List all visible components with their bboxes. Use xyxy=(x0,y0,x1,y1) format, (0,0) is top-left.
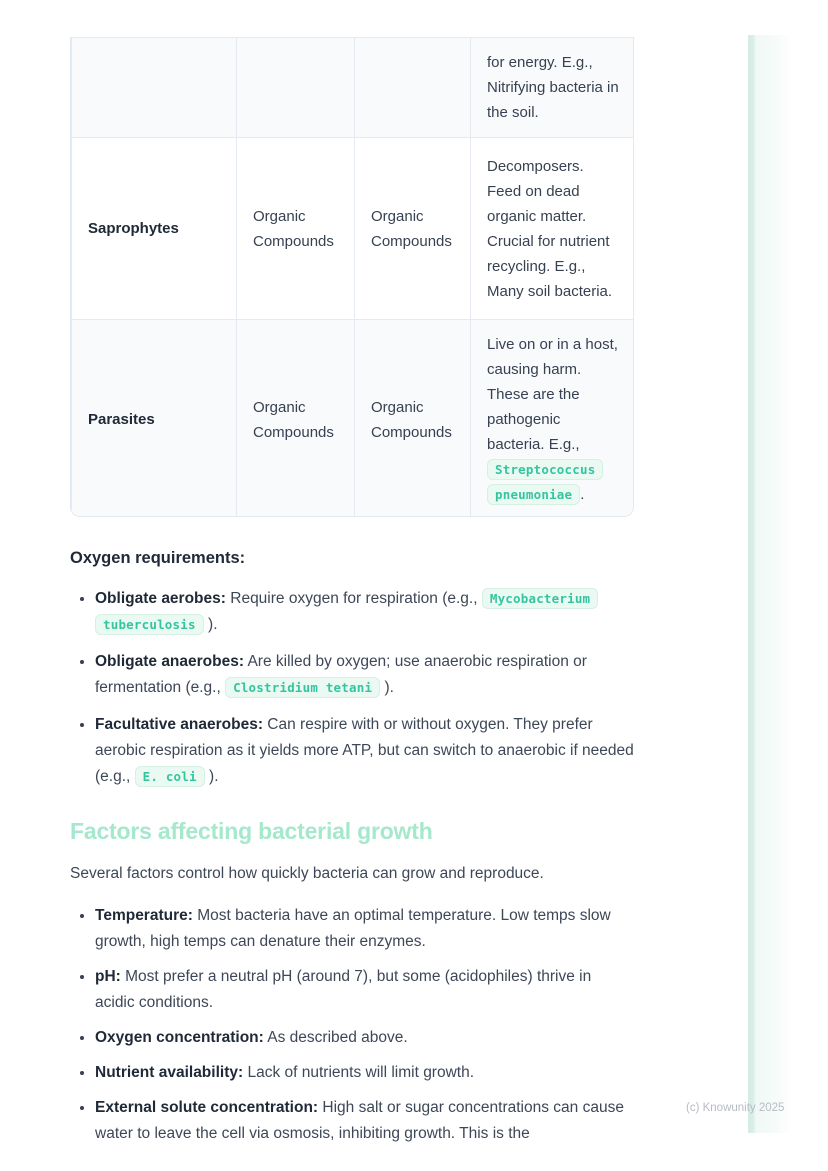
list-item-obligate-aerobes: • Obligate aerobes: Require oxygen for respiration (e.g., Mycobacterium tuberculosis ). xyxy=(95,586,634,638)
description-cell: for energy. E.g., Nitrifying bacteria in the soil. xyxy=(471,38,635,138)
table-row-partial xyxy=(72,38,635,138)
species-code-chip: E. coli xyxy=(135,766,205,787)
list-item-obligate-anaerobes: • Obligate anaerobes: Are killed by oxygen; use anaerobic respiration or fermentation (e.g., Clostridium tetani ). xyxy=(95,649,634,701)
list-item-external-solute: • External solute concentration: High salt or sugar concentrations can cause water to leave the cell via osmosis, inhibiting growth. This is the xyxy=(95,1095,634,1147)
bacteria-nutrition-table xyxy=(70,37,634,517)
energy-source-cell: Organic Compounds xyxy=(237,138,355,320)
row-label-cell xyxy=(72,38,237,138)
growth-factors-list xyxy=(70,903,634,1147)
carbon-source-cell xyxy=(355,38,471,138)
description-cell: Decomposers. Feed on dead organic matter. Crucial for nutrient recycling. E.g., Many soil bacteria. xyxy=(471,138,635,320)
page-edge-strip xyxy=(748,35,793,1133)
row-label-cell: Saprophytes xyxy=(72,138,237,320)
oxygen-requirements-list xyxy=(70,586,634,790)
carbon-source-cell: Organic Compounds xyxy=(355,320,471,518)
list-item-temperature: • Temperature: Most bacteria have an optimal temperature. Low temps slow growth, high temps can denature their enzymes. xyxy=(95,903,634,955)
factors-section-heading: Factors affecting bacterial growth xyxy=(70,818,433,844)
carbon-source-cell: Organic Compounds xyxy=(355,138,471,320)
document-content xyxy=(70,37,634,1156)
energy-source-cell: Organic Compounds xyxy=(237,320,355,518)
table-row-parasites xyxy=(72,320,635,518)
table-row-saprophytes xyxy=(72,138,635,320)
description-cell: Live on or in a host, causing harm. These are the pathogenic bacteria. E.g., Streptococcus pneumoniae . xyxy=(471,320,635,518)
oxygen-requirements-heading: Oxygen requirements: xyxy=(70,549,246,567)
copyright-watermark: (c) Knowunity 2025 xyxy=(686,1102,785,1114)
species-code-chip: Mycobacterium tuberculosis xyxy=(95,588,598,635)
factors-intro-paragraph: Several factors control how quickly bacteria can grow and reproduce. xyxy=(70,865,544,882)
species-code-chip: Streptococcus pneumoniae xyxy=(487,459,603,505)
energy-source-cell xyxy=(237,38,355,138)
list-item-oxygen-concentration: • Oxygen concentration: As described above. xyxy=(95,1025,634,1051)
list-item-facultative-anaerobes: • Facultative anaerobes: Can respire with or without oxygen. They prefer aerobic respiration as it yields more ATP, but can switch to anaerobic if needed (e.g., E. coli ). xyxy=(95,712,634,790)
row-label-cell: Parasites xyxy=(72,320,237,518)
list-item-nutrient-availability: • Nutrient availability: Lack of nutrients will limit growth. xyxy=(95,1060,634,1086)
species-code-chip: Clostridium tetani xyxy=(225,677,380,698)
list-item-ph: • pH: Most prefer a neutral pH (around 7), but some (acidophiles) thrive in acidic conditions. xyxy=(95,964,634,1016)
